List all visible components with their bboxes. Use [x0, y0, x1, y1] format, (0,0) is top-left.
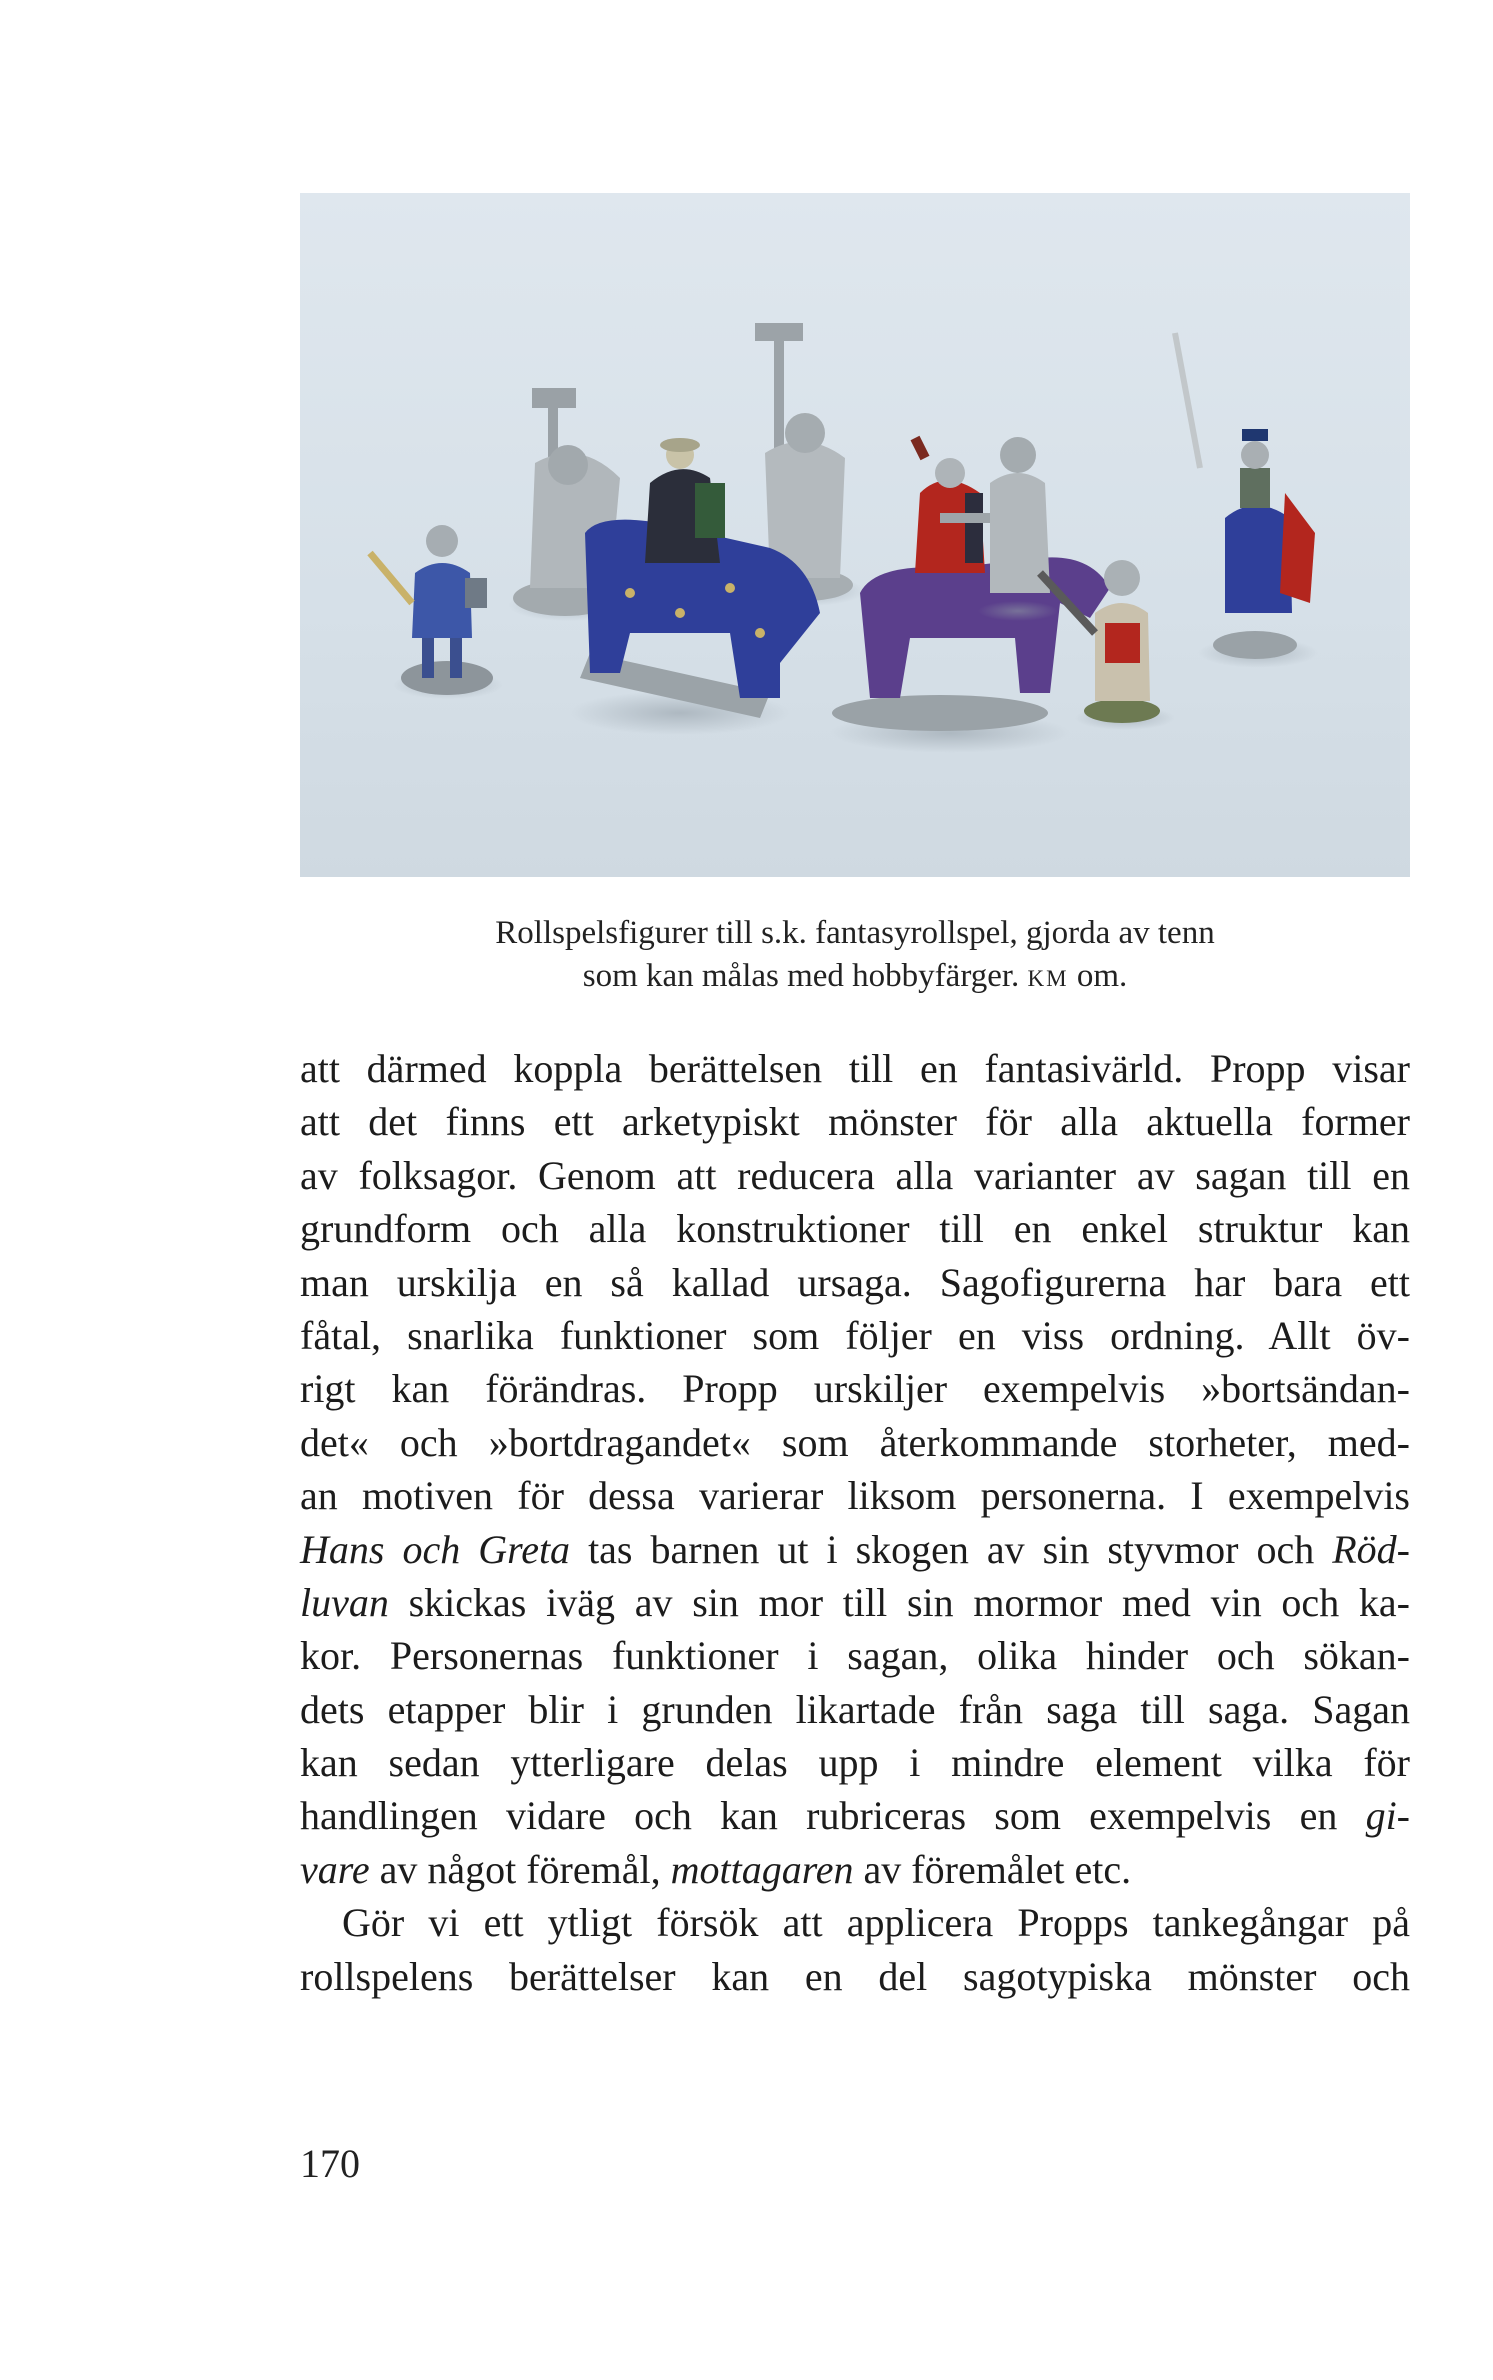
text-line: grundform och alla konstruktioner till en enkel struktur kan — [300, 1206, 1410, 1252]
text-line: det« och »bortdragandet« som återkommande storheter, med- — [300, 1419, 1410, 1465]
title-rodluvan-part2: luvan — [300, 1579, 389, 1625]
text-line: rollspelens berättelser kan en del sagotypiska mönster och — [300, 1953, 1410, 1999]
text-fragment: skickas iväg av sin mor till sin mormor med vin och ka- — [388, 1579, 1410, 1625]
page-number: 170 — [300, 2141, 360, 2186]
body-text — [300, 1042, 1410, 2003]
caption-photographer-initials: KM — [1027, 966, 1069, 991]
caption-line-2 — [300, 955, 1410, 1000]
text-line: rigt kan förändras. Propp urskiljer exempelvis »bortsändan- — [300, 1366, 1410, 1412]
text-line — [300, 1789, 1410, 1842]
text-fragment: tas barnen ut i skogen av sin styvmor och — [570, 1526, 1333, 1572]
text-fragment: handlingen vidare och kan rubriceras som exempelvis en — [300, 1793, 1366, 1839]
text-line: att därmed koppla berättelsen till en fantasivärld. Propp visar — [300, 1046, 1410, 1091]
text-line: fåtal, snarlika funktioner som följer en viss ordning. Allt öv- — [300, 1312, 1410, 1358]
text-line — [300, 1523, 1410, 1576]
text-line: dets etapper blir i grunden likartade från saga till saga. Sagan — [300, 1686, 1410, 1732]
title-hans-och-greta: Hans och Greta — [300, 1526, 571, 1572]
term-givare-part1: gi- — [1365, 1793, 1410, 1839]
text-line: att det finns ett arketypiskt mönster för alla aktuella former — [300, 1099, 1410, 1145]
text-line: kan sedan ytterligare delas upp i mindre element vilka för — [300, 1740, 1410, 1786]
text-fragment: av något föremål, — [369, 1846, 671, 1892]
text-line: an motiven för dessa varierar liksom personerna. I exempelvis — [300, 1473, 1410, 1519]
figure-caption — [300, 912, 1410, 1000]
text-line: Gör vi ett ytligt försök att applicera Propps tankegångar på — [342, 1900, 1410, 1946]
term-mottagaren: mottagaren — [670, 1846, 854, 1892]
title-rodluvan-part1: Röd- — [1332, 1526, 1411, 1572]
text-fragment: av föremålet etc. — [853, 1846, 1132, 1892]
text-line: man urskilja en så kallad ursaga. Sagofigurerna har bara ett — [300, 1259, 1410, 1305]
text-line — [300, 1843, 1410, 1896]
caption-line-2-text: som kan målas med hobbyfärger. — [582, 958, 1028, 994]
term-givare-part2: vare — [300, 1846, 370, 1892]
miniatures-illustration — [300, 193, 1410, 877]
text-line — [300, 1576, 1410, 1629]
caption-line-1: Rollspelsfigurer till s.k. fantasyrollspel, gjorda av tenn — [495, 915, 1215, 951]
text-line: av folksagor. Genom att reducera alla varianter av sagan till en — [300, 1152, 1410, 1198]
figure-photo — [300, 193, 1410, 877]
text-line: kor. Personernas funktioner i sagan, olika hinder och sökan- — [300, 1633, 1410, 1679]
caption-line-2-end: om. — [1068, 958, 1128, 994]
